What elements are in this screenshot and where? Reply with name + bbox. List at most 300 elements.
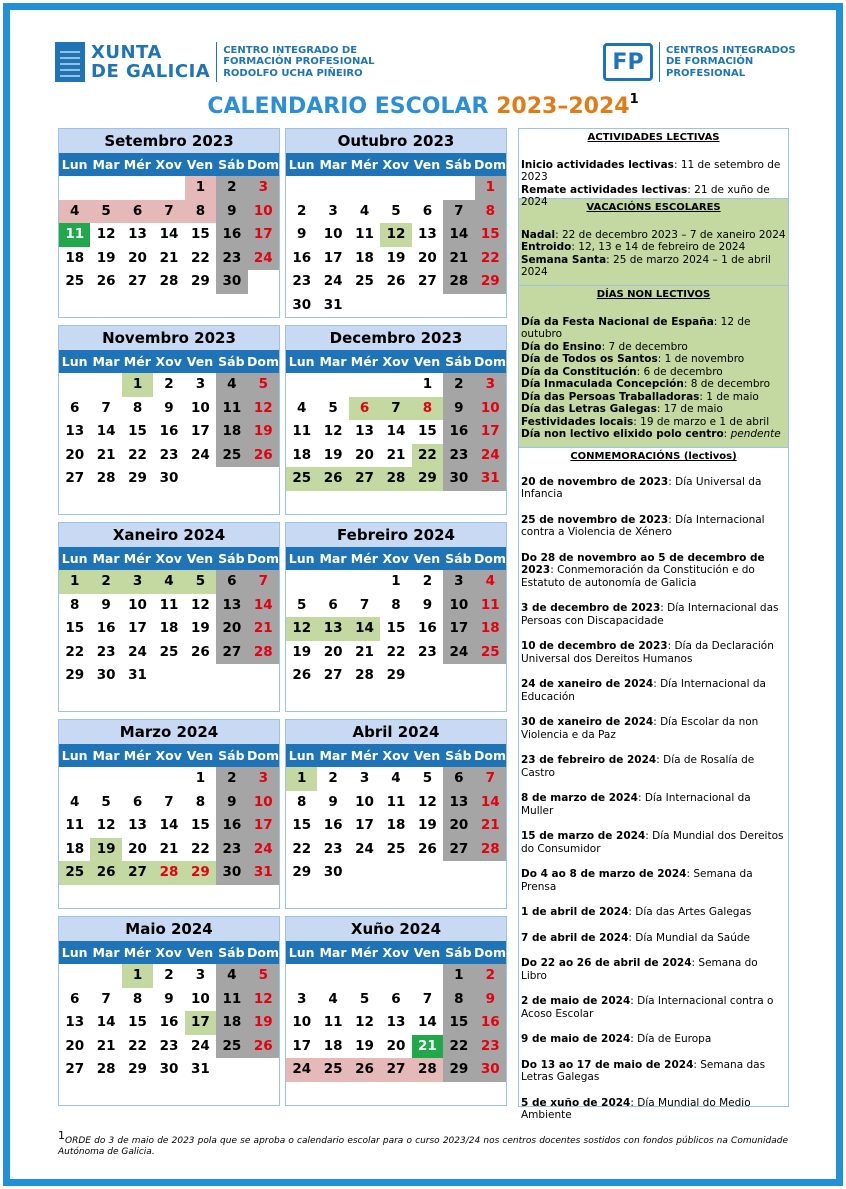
empty-cell (122, 767, 153, 791)
footnote (58, 1130, 788, 1158)
month-calendar (285, 719, 507, 909)
month-calendar (58, 325, 280, 515)
day-cell: 30 (292, 296, 312, 313)
day-cell: 11 (59, 223, 90, 247)
day-cell: 1 (391, 573, 401, 589)
day-cell: 21 (355, 643, 374, 660)
day-cell: 28 (412, 1058, 443, 1082)
day-cell: 15 (65, 620, 85, 636)
weekday-header (286, 153, 506, 176)
day-cell: 21 (96, 446, 116, 463)
info-row (521, 602, 786, 627)
day-cell: 29 (191, 273, 210, 289)
day-cell: 18 (323, 1037, 343, 1054)
info-row (521, 366, 786, 379)
info-row (521, 229, 786, 242)
cifp-line: PROFESIONAL (666, 67, 746, 79)
day-cell: 15 (475, 223, 506, 247)
day-cell: 27 (122, 861, 153, 885)
day-cell: 4 (153, 570, 184, 594)
day-cell: 31 (191, 1061, 210, 1077)
day-cell: 14 (443, 223, 474, 247)
day-cell: 12 (355, 1014, 374, 1030)
day-cell: 7 (153, 200, 184, 224)
day-cell: 13 (65, 423, 85, 439)
day-cell: 29 (128, 1061, 147, 1077)
weekday-label: Dom (474, 945, 506, 960)
day-cell: 4 (391, 770, 401, 786)
day-cell: 28 (96, 470, 116, 486)
day-cell: 9 (216, 791, 247, 815)
weekday-label: Ven (413, 354, 441, 369)
weekday-header (286, 941, 506, 964)
day-cell: 21 (159, 840, 179, 857)
day-cell: 7 (475, 767, 506, 791)
day-cell: 16 (216, 814, 247, 838)
weekday-label: Mér (123, 748, 151, 763)
day-cell: 20 (355, 446, 374, 463)
day-cell: 12 (380, 223, 411, 247)
day-cell: 1 (443, 964, 474, 988)
empty-cell (59, 176, 90, 200)
day-cell: 4 (70, 793, 80, 810)
info-row-key: Festividades locais (521, 415, 634, 428)
weekday-label: Lun (288, 945, 315, 960)
info-row-value: : Día Escolar da non Violencia e da Paz (521, 716, 759, 741)
weekday-label: Sáb (218, 157, 245, 172)
day-cell: 10 (475, 397, 506, 421)
weekday-label: Mér (123, 157, 151, 172)
info-row-value: : Día Internacional da Educación (521, 678, 766, 703)
day-grid (286, 176, 506, 317)
month-title: Xaneiro 2024 (59, 523, 279, 547)
info-row-key: Día do Ensino (521, 340, 602, 353)
day-cell: 28 (159, 273, 179, 289)
weekday-label: Ven (413, 748, 441, 763)
day-cell: 26 (248, 1035, 279, 1059)
day-cell: 6 (132, 793, 143, 810)
info-row-value: : Día Mundial dos Dereitos do Consumidor (521, 830, 784, 855)
info-row-value: : 19 de marzo e 1 de abril (633, 415, 770, 428)
day-cell: 2 (216, 176, 247, 200)
day-cell: 12 (191, 596, 210, 613)
day-cell: 20 (65, 446, 85, 463)
day-grid (286, 767, 506, 885)
day-cell: 8 (185, 200, 216, 224)
day-cell: 14 (475, 791, 506, 815)
day-cell: 25 (159, 643, 179, 660)
day-cell: 21 (475, 814, 506, 838)
day-cell: 26 (292, 667, 312, 683)
xunta-wordmark (91, 43, 210, 81)
day-cell: 11 (323, 1014, 343, 1030)
day-cell: 20 (65, 1037, 85, 1054)
info-row-key: Día Inmaculada Concepción (521, 378, 684, 390)
day-cell: 10 (248, 200, 279, 224)
day-cell: 7 (101, 399, 111, 416)
day-cell: 3 (122, 570, 153, 594)
day-cell: 2 (90, 570, 121, 594)
weekday-label: Mar (92, 748, 120, 763)
empty-cell (443, 176, 474, 200)
day-cell: 29 (412, 467, 443, 491)
day-cell: 21 (443, 247, 474, 271)
day-cell: 24 (128, 643, 147, 660)
xunta-emblem-icon (55, 42, 85, 82)
day-cell: 1 (185, 176, 216, 200)
day-cell: 26 (386, 273, 406, 289)
section-title: VACACIÓNS ESCOLARES (586, 202, 721, 213)
weekday-header (59, 941, 279, 964)
day-cell: 17 (443, 617, 474, 641)
weekday-label: Lun (288, 748, 315, 763)
info-row-key: 9 de maio de 2024 (521, 1033, 631, 1045)
weekday-header (286, 547, 506, 570)
day-cell: 27 (65, 470, 85, 486)
day-cell: 6 (422, 202, 433, 219)
weekday-label: Xov (382, 945, 409, 960)
day-cell: 30 (96, 667, 116, 683)
day-cell: 7 (248, 570, 279, 594)
day-cell: 7 (101, 990, 111, 1007)
empty-cell (349, 373, 380, 397)
weekday-label: Mér (123, 945, 151, 960)
day-cell: 16 (216, 223, 247, 247)
weekday-label: Mér (350, 354, 378, 369)
info-row-value: : Día de Europa (630, 1033, 712, 1045)
day-cell: 15 (191, 817, 210, 833)
section-title: CONMEMORACIÓNS (lectivos) (570, 451, 737, 462)
weekday-label: Xov (155, 157, 182, 172)
day-cell: 23 (443, 444, 474, 468)
weekday-label: Lun (61, 748, 88, 763)
info-row (521, 254, 786, 279)
info-row-key: Entroido (521, 241, 572, 253)
info-row-value: : Día Internacional contra a Violencia de Xénero (521, 513, 765, 538)
info-row-key: Do 4 ao 8 de marzo de 2024 (521, 868, 687, 880)
day-cell: 22 (65, 643, 85, 660)
cifp-line: CENTROS INTEGRADOS (666, 44, 796, 56)
day-cell: 5 (185, 570, 216, 594)
info-row-value: : Día Mundial da Saúde (628, 931, 751, 944)
footnote-mark: 1 (58, 1129, 65, 1142)
day-cell: 10 (355, 793, 374, 810)
weekday-label: Ven (186, 551, 214, 566)
day-cell: 18 (216, 420, 247, 444)
day-cell: 9 (164, 990, 174, 1007)
info-row-key: Do 28 de novembro ao 5 de decembro de 2023 (521, 551, 765, 576)
weekday-label: Mér (123, 551, 151, 566)
day-cell: 19 (248, 1011, 279, 1035)
day-cell: 17 (185, 1011, 216, 1035)
info-row-italic: pendente (730, 428, 781, 440)
info-row (521, 341, 786, 354)
empty-cell (412, 964, 443, 988)
day-cell: 6 (70, 990, 80, 1007)
day-cell: 6 (349, 397, 380, 421)
day-cell: 25 (355, 273, 374, 289)
day-cell: 5 (328, 399, 338, 416)
day-cell: 27 (380, 1058, 411, 1082)
empty-cell (286, 964, 317, 988)
title-footnote-mark: 1 (629, 92, 639, 107)
info-row (521, 159, 786, 184)
day-cell: 29 (443, 1058, 474, 1082)
weekday-label: Lun (288, 354, 315, 369)
month-title: Outubro 2023 (286, 129, 506, 153)
day-cell: 6 (328, 596, 338, 613)
empty-cell (317, 570, 348, 594)
weekday-label: Lun (61, 551, 88, 566)
info-row (521, 1059, 786, 1084)
info-row-value: : Día Universal da Infancia (521, 475, 762, 500)
day-cell: 3 (359, 770, 370, 786)
day-cell: 20 (128, 249, 147, 266)
day-cell: 5 (101, 793, 111, 810)
title-year: 2023–2024 (496, 94, 630, 119)
day-cell: 15 (418, 423, 437, 439)
day-cell: 3 (248, 176, 279, 200)
info-row-value: : Día Mundial do Medio Ambiente (521, 1096, 751, 1121)
day-cell: 11 (65, 817, 85, 833)
day-cell: 9 (101, 596, 111, 613)
info-row (521, 316, 786, 341)
day-cell: 29 (65, 667, 85, 683)
weekday-label: Ven (186, 945, 214, 960)
info-row-value: : Día de Rosalía de Castro (521, 754, 755, 779)
day-cell: 22 (128, 446, 147, 463)
day-cell: 20 (386, 1037, 406, 1054)
info-row-key: 5 de xuño de 2024 (521, 1096, 631, 1109)
logo-divider (659, 42, 660, 82)
info-row-value: : 1 de maio (699, 390, 759, 403)
day-cell: 26 (317, 467, 348, 491)
day-cell: 4 (216, 373, 247, 397)
day-cell: 5 (391, 202, 401, 219)
day-cell: 30 (216, 270, 247, 294)
info-row-value: : Conmemoración da Constitución e do Estatuto de autonomía de Galicia (521, 564, 755, 589)
weekday-label: Lun (61, 945, 88, 960)
info-row-key: Día da Festa Nacional de España (521, 315, 714, 328)
weekday-label: Xov (155, 551, 182, 566)
day-cell: 28 (96, 1061, 116, 1077)
day-cell: 16 (292, 249, 312, 266)
day-cell: 10 (128, 596, 147, 613)
day-cell: 28 (153, 861, 184, 885)
day-cell: 1 (122, 373, 153, 397)
weekday-header (59, 350, 279, 373)
day-cell: 19 (96, 249, 116, 266)
info-row-key: 8 de marzo de 2024 (521, 792, 638, 804)
day-cell: 19 (386, 249, 406, 266)
month-title: Maio 2024 (59, 917, 279, 941)
day-cell: 24 (248, 247, 279, 271)
day-cell: 7 (359, 596, 370, 613)
day-cell: 3 (195, 376, 206, 392)
info-row-value: : Día da Declaración Universal dos Dereitos Humanos (521, 640, 774, 665)
day-cell: 23 (292, 273, 312, 289)
day-cell: 9 (475, 988, 506, 1012)
info-row (521, 1097, 786, 1122)
day-cell: 5 (90, 200, 121, 224)
day-cell: 28 (475, 838, 506, 862)
info-row-key: Día das Letras Galegas (521, 403, 657, 415)
info-row-value: : 22 de decembro 2023 – 7 de xaneiro 2024 (555, 228, 786, 241)
info-row-value: : 21 de xuño de 2024 (521, 183, 770, 208)
day-cell: 2 (475, 964, 506, 988)
day-cell: 14 (96, 423, 116, 439)
section-rows (521, 229, 786, 279)
centro-line: CENTRO INTEGRADO DE (223, 44, 358, 56)
day-cell: 23 (159, 1037, 179, 1054)
fp-logo-icon: FP (603, 43, 653, 81)
day-cell: 7 (443, 200, 474, 224)
day-cell: 8 (443, 988, 474, 1012)
info-row (521, 830, 786, 855)
day-cell: 16 (96, 620, 116, 636)
day-cell: 12 (96, 226, 116, 242)
info-panel (518, 128, 789, 1121)
day-cell: 1 (286, 767, 317, 791)
day-cell: 31 (248, 861, 279, 885)
month-title: Marzo 2024 (59, 720, 279, 744)
day-cell: 19 (418, 817, 437, 833)
info-row-key: Remate actividades lectivas (521, 183, 688, 196)
day-cell: 18 (355, 249, 374, 266)
day-cell: 18 (65, 249, 85, 266)
month-calendar (285, 916, 507, 1106)
info-row (521, 957, 786, 982)
weekday-label: Dom (474, 157, 506, 172)
day-cell: 14 (159, 226, 179, 242)
day-cell: 26 (349, 1058, 380, 1082)
vacacions-section (519, 199, 788, 286)
day-cell: 13 (386, 1014, 406, 1030)
weekday-label: Mar (92, 157, 120, 172)
day-cell: 14 (96, 1014, 116, 1030)
day-cell: 27 (418, 273, 437, 289)
info-row (521, 678, 786, 703)
info-row (521, 514, 786, 539)
day-cell: 22 (443, 1035, 474, 1059)
day-cell: 25 (475, 641, 506, 665)
day-cell: 19 (248, 420, 279, 444)
day-cell: 13 (216, 594, 247, 618)
day-cell: 18 (159, 620, 179, 636)
weekday-label: Mar (319, 748, 347, 763)
day-cell: 24 (191, 446, 210, 463)
weekday-label: Lun (288, 157, 315, 172)
month-calendar (58, 522, 280, 712)
day-cell: 6 (216, 570, 247, 594)
xunta-line1: XUNTA (91, 42, 162, 63)
weekday-label: Sáb (445, 354, 472, 369)
logo-divider (216, 42, 217, 82)
day-cell: 10 (323, 226, 343, 242)
day-cell: 21 (96, 1037, 116, 1054)
empty-cell (59, 964, 90, 988)
weekday-label: Ven (186, 354, 214, 369)
info-row (521, 932, 786, 945)
day-cell: 13 (128, 226, 147, 242)
weekday-label: Xov (382, 551, 409, 566)
empty-cell (317, 373, 348, 397)
day-cell: 21 (159, 249, 179, 266)
day-cell: 24 (443, 641, 474, 665)
day-cell: 13 (65, 1014, 85, 1030)
empty-cell (412, 176, 443, 200)
info-row-value: : 17 de maio (656, 403, 723, 415)
page-title (0, 92, 846, 119)
weekday-label: Mar (319, 157, 347, 172)
day-cell: 19 (355, 1037, 374, 1054)
day-grid (59, 176, 279, 294)
info-row (521, 416, 786, 429)
day-cell: 25 (216, 1035, 247, 1059)
day-cell: 24 (286, 1058, 317, 1082)
day-cell: 15 (191, 226, 210, 242)
day-cell: 17 (475, 420, 506, 444)
weekday-label: Xov (382, 354, 409, 369)
day-cell: 21 (248, 617, 279, 641)
day-cell: 13 (317, 617, 348, 641)
info-row (521, 995, 786, 1020)
day-cell: 22 (475, 247, 506, 271)
footnote-text: ORDE do 3 de maio de 2023 pola que se aproba o calendario escolar para o curso 2023/24 nos centros docentes sostidos con fondos públicos na Comunidade Autónoma de Galicia. (58, 1136, 788, 1157)
day-cell: 16 (159, 1014, 179, 1030)
day-cell: 4 (475, 570, 506, 594)
day-cell: 24 (355, 840, 374, 857)
day-cell: 5 (248, 964, 279, 988)
day-cell: 31 (323, 296, 343, 313)
day-cell: 10 (292, 1014, 312, 1030)
weekday-label: Sáb (218, 945, 245, 960)
month-title: Abril 2024 (286, 720, 506, 744)
day-cell: 29 (292, 864, 312, 880)
day-cell: 9 (164, 399, 174, 416)
cifp-logo (603, 42, 796, 82)
day-cell: 18 (475, 617, 506, 641)
section-rows (521, 316, 786, 441)
day-cell: 16 (323, 817, 343, 833)
weekday-label: Dom (247, 945, 279, 960)
empty-cell (317, 176, 348, 200)
weekday-label: Xov (382, 748, 409, 763)
day-cell: 19 (90, 838, 121, 862)
day-cell: 9 (297, 226, 307, 242)
weekday-label: Xov (155, 354, 182, 369)
day-cell: 17 (248, 223, 279, 247)
day-cell: 21 (386, 446, 406, 463)
day-cell: 2 (328, 770, 338, 786)
day-cell: 28 (248, 641, 279, 665)
conmemoracions-section (519, 448, 788, 1122)
info-row (521, 353, 786, 366)
day-cell: 28 (380, 467, 411, 491)
info-row-key: Semana Santa (521, 253, 607, 266)
info-row-key: 2 de maio de 2024 (521, 995, 631, 1007)
info-row (521, 241, 786, 254)
day-cell: 4 (59, 200, 90, 224)
day-cell: 23 (418, 643, 437, 660)
info-row (521, 716, 786, 741)
info-row-value: : 1 de novembro (657, 353, 745, 365)
info-row-key: 3 de decembro de 2023 (521, 602, 661, 614)
empty-cell (286, 176, 317, 200)
day-cell: 30 (475, 1058, 506, 1082)
info-row (521, 868, 786, 893)
day-cell: 23 (323, 840, 343, 857)
